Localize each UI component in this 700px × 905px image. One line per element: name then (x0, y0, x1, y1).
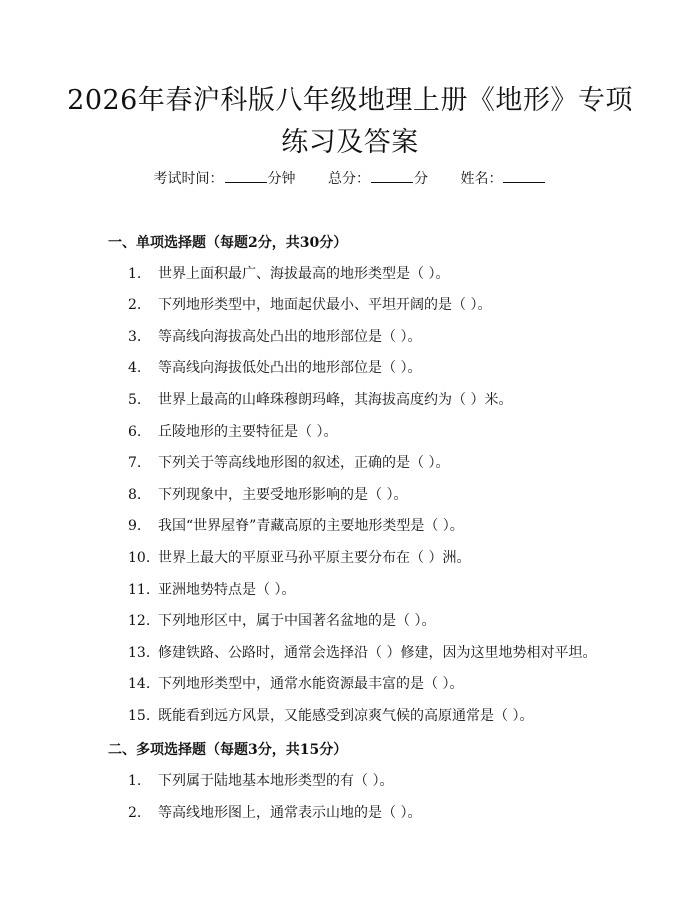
question-item (128, 263, 449, 283)
question-text: 亚洲地势特点是（ ）。 (158, 582, 296, 598)
question-text: 世界上最大的平原亚马孙平原主要分布在（ ）洲。 (158, 550, 471, 566)
exam-score (328, 171, 428, 187)
exam-name-label: 姓名： (460, 171, 503, 187)
question-number: 10. (128, 550, 151, 566)
question-number: 5. (128, 392, 142, 408)
question-item (128, 802, 421, 822)
question-number: 12. (128, 613, 151, 629)
question-text: 等高线地形图上，通常表示山地的是（ ）。 (158, 805, 422, 821)
question-number: 7. (128, 455, 142, 471)
question-text: 修建铁路、公路时，通常会选择沿（ ）修建，因为这里地势相对平坦。 (158, 645, 597, 661)
question-text: 下列地形区中，属于中国著名盆地的是（ ）。 (158, 613, 436, 629)
section-title: 二、多项选择题（每题3分，共15分） (108, 742, 348, 758)
question-number: 9. (128, 518, 142, 534)
question-text: 下列关于等高线地形图的叙述，正确的是（ ）。 (158, 455, 450, 471)
question-item (128, 642, 596, 662)
question-item (128, 673, 463, 693)
question-item (128, 610, 435, 630)
question-item (128, 326, 421, 346)
question-text: 丘陵地形的主要特征是（ ）。 (158, 424, 338, 440)
question-item (128, 547, 470, 567)
question-number: 8. (128, 487, 142, 503)
question-item (128, 770, 393, 790)
exam-info-line (0, 168, 700, 188)
question-text: 下列属于陆地基本地形类型的有（ ）。 (158, 773, 394, 789)
question-number: 1. (128, 773, 142, 789)
exam-name-blank (503, 170, 545, 183)
exam-score-unit: 分 (414, 171, 428, 187)
question-text: 世界上最高的山峰珠穆朗玛峰，其海拔高度约为（ ）米。 (158, 392, 513, 408)
question-item (128, 484, 407, 504)
exam-score-blank (371, 170, 413, 183)
question-text: 等高线向海拔高处凸出的地形部位是（ ）。 (158, 329, 422, 345)
question-number: 2. (128, 297, 142, 313)
question-number: 1. (128, 266, 142, 282)
question-item (128, 357, 421, 377)
question-number: 4. (128, 360, 142, 376)
question-item (128, 389, 512, 409)
question-text: 既能看到远方风景，又能感受到凉爽气候的高原通常是（ ）。 (158, 708, 534, 724)
question-number: 14. (128, 676, 151, 692)
question-text: 下列地形类型中，地面起伏最小、平坦开阔的是（ ）。 (158, 297, 492, 313)
document-title: 2026年春沪科版八年级地理上册《地形》专项练习及答案 (67, 85, 633, 158)
exam-name (460, 171, 546, 187)
question-item (128, 705, 533, 725)
question-item (128, 452, 449, 472)
exam-time (154, 171, 296, 187)
question-number: 11. (128, 582, 151, 598)
question-text: 我国“世界屋脊”青藏高原的主要地形类型是（ ）。 (158, 518, 464, 534)
question-text: 等高线向海拔低处凸出的地形部位是（ ）。 (158, 360, 422, 376)
question-text: 世界上面积最广、海拔最高的地形类型是（ ）。 (158, 266, 450, 282)
question-number: 2. (128, 805, 142, 821)
question-number: 6. (128, 424, 142, 440)
question-item (128, 421, 337, 441)
question-item (128, 515, 464, 535)
question-number: 3. (128, 329, 142, 345)
question-text: 下列现象中，主要受地形影响的是（ ）。 (158, 487, 408, 503)
question-item (128, 294, 491, 314)
question-number: 15. (128, 708, 151, 724)
exam-time-unit: 分钟 (267, 171, 296, 187)
question-text: 下列地形类型中，通常水能资源最丰富的是（ ）。 (158, 676, 464, 692)
section-title: 一、单项选择题（每题2分，共30分） (108, 235, 348, 251)
exam-time-label: 考试时间： (153, 171, 224, 187)
question-number: 13. (128, 645, 151, 661)
exam-time-blank (225, 170, 267, 183)
question-item (128, 579, 295, 599)
exam-score-label: 总分： (328, 171, 370, 187)
